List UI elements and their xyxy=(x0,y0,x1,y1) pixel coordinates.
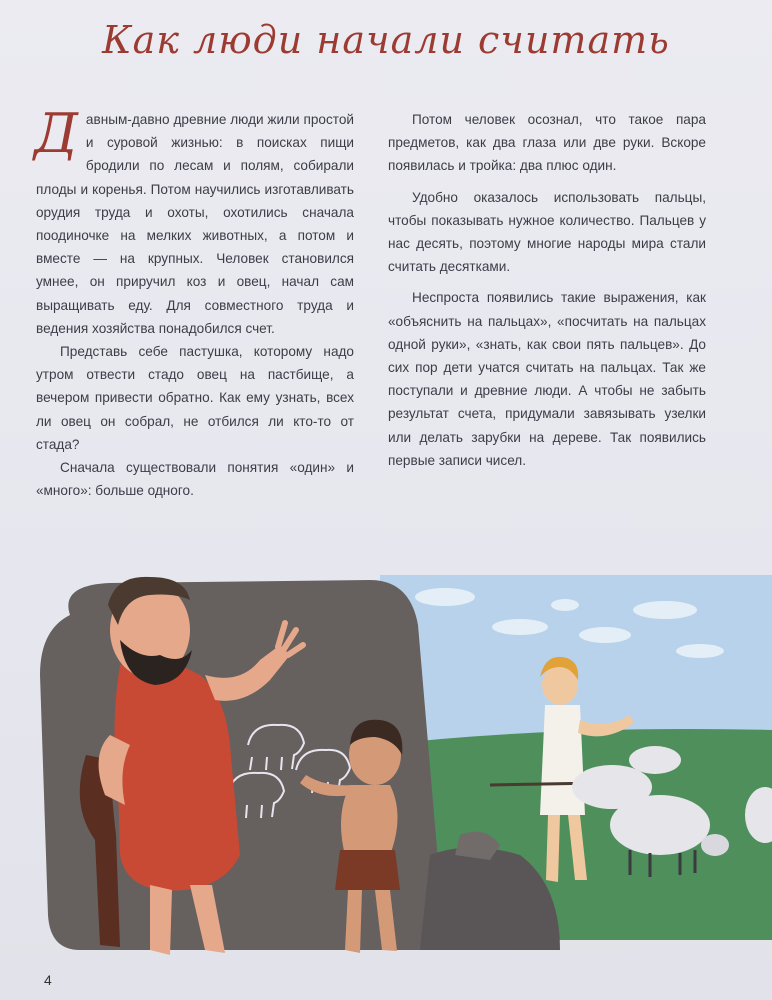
left-text-column xyxy=(34,102,354,502)
cloud xyxy=(633,601,697,619)
page-title: Как люди начали считать xyxy=(102,18,670,62)
sheep xyxy=(610,795,710,855)
drop-cap: Д xyxy=(34,102,78,165)
cloud xyxy=(415,588,475,606)
paragraph: Сначала существовали понятия «один» и «много»: больше одного. xyxy=(36,460,354,499)
paragraph: Неспроста появились такие выражения, как «объяснить на пальцах», «посчитать на пальцах одной руки», «знать, как свои пять пальцев». До сих пор дети учатся считать на пальцах. Так же поступали и древние люди. А чтобы не забыть результат счета, придумали завязывать узелки или делать зарубки на дереве. Так появились первые записи чисел. xyxy=(388,290,706,468)
torso xyxy=(341,785,398,855)
paragraph: Представь себе пастушка, которому надо утром отвести стадо овец на пастбище, а вечером привести обратно. Как ему узнать, всех ли овец он собрал, не отбился ли кто-то от стада? xyxy=(36,344,354,452)
paragraph-text: авным-давно древние люди жили простой и суровой жизнью: в поисках пищи бродили по лесам и полям, собирали плоды и коренья. Потом научились изготавливать орудия труда и охоты, охотились сначала поодиночке на мелких животных, а потом и вместе — на крупных. Человек становился умнее, он приручил коз и овец, начал сам выращивать еду. Для совместного труда и ведения хозяйства понадобился счет. xyxy=(36,112,354,336)
paragraph: Потом человек осознал, что такое пара предметов, как два глаза или две руки. Вскоре появилась и тройка: два плюс один. xyxy=(388,112,706,174)
paragraph xyxy=(34,102,354,340)
cave-counting-illustration xyxy=(0,555,772,1000)
cloud xyxy=(551,599,579,611)
loincloth xyxy=(335,850,400,890)
cloud xyxy=(579,627,631,643)
paragraph: Удобно оказалось использовать пальцы, чтобы показывать нужное количество. Пальцев у нас десять, поэтому многие народы мира стали считать десятками. xyxy=(388,189,706,275)
cloud xyxy=(676,644,724,658)
cloud xyxy=(492,619,548,635)
right-text-column xyxy=(388,108,706,472)
page-number: 4 xyxy=(44,972,52,988)
